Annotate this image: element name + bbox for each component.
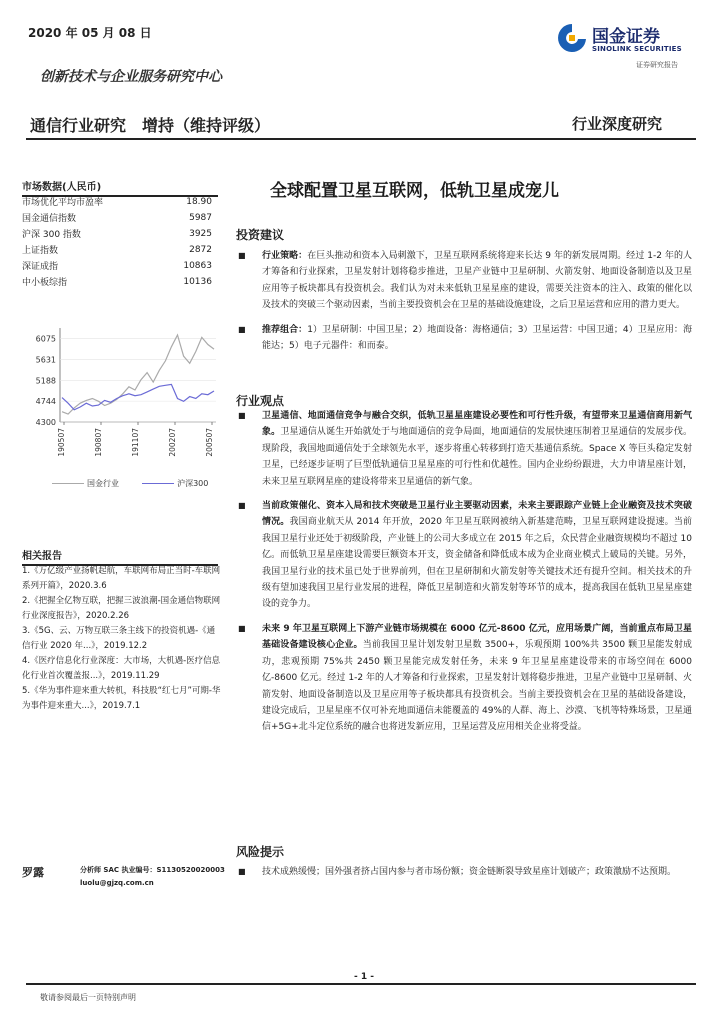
market-data-row: [22, 210, 218, 226]
analyst-info: [80, 864, 225, 890]
view-competition: [236, 408, 692, 490]
series-line-industry: [62, 335, 214, 414]
advice-strategy-head: 行业策略：: [262, 251, 308, 261]
view-drivers-text: 我国商业航天从 2014 年开放，2020 年卫星互联网被纳入新基建范畴，卫星互联网建设提速。当前我国卫星行业还处于初级阶段，产业链上的公司大多成立在 2015 年之后，众民营企业融资规模均不超过 10 亿。而低轨卫星星座建设需要巨额资本开支，资金储备和降低成本成为企业商业模式上破局的关键。另外，我国卫星行业的技术虽已处于世界前列，但在卫星研制和火箭发射等关键技术还有提升空间。相关技术的升级有望加速我国卫星行业发展的进程，降低卫星制造和火箭发射等环节的成本，提高我国在低轨卫星星座建设的竞争力。: [262, 517, 692, 610]
bullet-icon: ■: [238, 411, 246, 420]
analyst-email[interactable]: luolu@gjzq.com.cn: [80, 879, 154, 887]
market-data-value: 18.90: [186, 196, 212, 207]
market-data-label: 市场优化平均市盈率: [22, 198, 104, 208]
related-report-item[interactable]: 4.《医疗信息化行业深度：大市场，大机遇-医疗信息化行业首次覆盖报...》，2019.11.29: [22, 656, 221, 681]
bullet-icon: ■: [238, 251, 246, 260]
market-data-label: 深证成指: [22, 262, 59, 272]
y-tick-label: 4300: [35, 418, 56, 427]
logo-text-en: SINOLINK SECURITIES: [592, 45, 682, 53]
section-title-views: 行业观点: [236, 394, 285, 408]
view-drivers-head: 当前政策催化、资本入局和技术突破是卫星行业主要驱动因素，未来主要跟踪产业链上企业融资及技术突破情况。: [262, 501, 692, 528]
x-tick-label: 200507: [205, 428, 214, 457]
market-data-label: 国金通信指数: [22, 214, 77, 224]
risk-text: 技术成熟缓慢；国外强者挤占国内参与者市场份额；资金链断裂导致星座计划破产；政策激励不达预期。: [262, 867, 677, 877]
logo-subtitle: 证券研究报告: [636, 61, 678, 69]
index-chart: [22, 318, 222, 498]
related-reports-title: 相关报告: [22, 547, 218, 566]
logo-mark-icon: [556, 22, 588, 56]
bullet-icon: ■: [238, 501, 246, 511]
market-data-row: [22, 226, 218, 242]
market-data-table: [22, 194, 218, 290]
analyst-name: 罗露: [22, 866, 44, 879]
y-tick-label: 5631: [35, 355, 56, 365]
advice-portfolio: [236, 322, 692, 355]
report-title: 全球配置卫星互联网，低轨卫星成宠儿: [270, 181, 559, 201]
bullet-icon: ■: [238, 867, 246, 876]
market-data-label: 中小板综指: [22, 278, 68, 288]
x-tick-label: 191107: [131, 428, 140, 457]
index-chart-svg: [22, 318, 222, 478]
market-data-title: 市场数据(人民币): [22, 178, 218, 197]
investment-advice: [236, 248, 692, 362]
legend-label-industry: 国金行业: [87, 479, 119, 488]
legend-swatch-hs300: [142, 483, 174, 484]
footer-divider: [26, 983, 696, 985]
market-data-value: 10863: [183, 260, 212, 271]
x-tick-label: 200207: [168, 428, 177, 457]
view-competition-text: 卫星通信从诞生开始就处于与地面通信的竞争局面，地面通信的发展快速压制着卫星通信的发展步伐。现阶段，我国地面通信处于全球领先水平，逐步将重心转移到打造天基通信系统。Space X 等巨头稳定发射卫星，已经逐步证明了巨型低轨通信卫星星座的可行性和优越性。国内企业纷纷跟进，大力申请星座计划，未来卫星互联网星座的建设将带来卫星通信的新气象。: [262, 427, 692, 487]
market-data-row: [22, 258, 218, 274]
section-title-risk: 风险提示: [236, 845, 285, 859]
company-logo: [556, 20, 696, 64]
report-type: 行业深度研究: [572, 115, 663, 133]
related-report-item[interactable]: 2.《把握全亿物互联，把握三波浪潮-国金通信物联网行业深度报告》，2020.2.26: [22, 596, 221, 621]
related-report-item[interactable]: 1.《万亿级产业扬帆起航，车联网布局正当时-车联网系列开篇》，2020.3.6: [22, 566, 221, 591]
logo-text-cn: 国金证券: [592, 27, 660, 47]
risk-text-item: [236, 864, 692, 880]
legend-label-hs300: 沪深300: [177, 479, 209, 488]
bullet-icon: ■: [238, 623, 246, 633]
series-line-hs300: [62, 384, 214, 409]
risk-warning: [236, 864, 692, 888]
view-competition-head: 卫星通信、地面通信竞争与融合交织，低轨卫星星座建设必要性和可行性升级，有望带来卫星通信商用新气象。: [262, 411, 692, 438]
analyst-sac-number: 分析师 SAC 执业编号：S1130520020003: [80, 866, 225, 874]
bullet-icon: ■: [238, 324, 246, 334]
y-tick-label: 4744: [35, 397, 56, 407]
y-tick-label: 6075: [35, 334, 56, 344]
legend-swatch-industry: [52, 483, 84, 484]
related-reports-list: [22, 564, 222, 714]
industry-rating: 通信行业研究 增持（维持评级）: [30, 116, 271, 135]
report-date: 2020 年 05 月 08 日: [28, 26, 152, 40]
related-report-item[interactable]: 5.《华为事件迎来重大转机，科技股“红七月”可期-华为事件迎来重大...》，2019.7.1: [22, 686, 221, 711]
market-data-value: 10136: [183, 276, 212, 287]
view-market-size-text: 当前我国卫星计划发射卫星数 3500+，乐观预期 100%共 3500 颗卫星能发射成功，悲观预期 75%共 2450 颗卫星能完成发射任务，未来 9 年卫星星座建设带来的市场空间在 6000 亿-8600 亿元。经过 1-2 年的人才筹备和行业探索，卫星发射计划将稳步推进，卫星产业链中卫星研制、火箭发射、地面设备制造以及卫星应用等子板块都具有投资机会。当前主要投资机会在卫星的基础设备建设，建设完成后，卫星星座不仅可补充地面通信未能覆盖的 49%的人群、海上、沙漠、飞机等特殊场景，卫星通信+5G+北斗定位系统的融合也将迸发新应用，卫星运营及应用相关企业将受益。: [262, 640, 692, 733]
market-data-row: [22, 274, 218, 290]
chart-legend: [52, 478, 222, 492]
industry-views: [236, 408, 692, 744]
market-data-value: 3925: [189, 228, 212, 239]
advice-portfolio-head: 推荐组合：: [262, 324, 308, 335]
market-data-value: 2872: [189, 244, 212, 255]
related-report-item[interactable]: 3.《5G、云、万物互联三条主线下的投资机遇-《通信行业 2020 年...》，2019.12.2: [22, 626, 216, 651]
section-title-investment: 投资建议: [236, 228, 285, 242]
market-data-value: 5987: [189, 212, 212, 223]
advice-strategy: [236, 248, 692, 314]
research-center: 创新技术与企业服务研究中心: [40, 69, 222, 85]
view-market-size: [236, 621, 692, 736]
footer-disclaimer: 敬请参阅最后一页特别声明: [40, 993, 136, 1002]
view-market-size-head: 未来 9 年卫星互联网上下游产业链市场规模在 6000 亿元-8600 亿元，应用场景广阔，当前重点布局卫星基础设备建设核心企业。: [262, 623, 692, 651]
market-data-row: [22, 194, 218, 210]
view-drivers: [236, 498, 692, 613]
x-tick-label: 190807: [94, 428, 103, 457]
y-tick-label: 5188: [35, 376, 56, 386]
page-number: - 1 -: [350, 972, 378, 982]
advice-strategy-text: 在巨头推动和资本入局刺激下，卫星互联网系统将迎来长达 9 年的新发展周期。经过 1-2 年的人才筹备和行业探索，卫星发射计划将稳步推进，卫星产业链中卫星研制、火箭发射、地面设备制造以及卫星应用等子板块都具有投资机会。我们认为对未来低轨卫星星座的建设，需要关注资本的注入、政策的催化以及技术的突破三个驱动因素，当前主要投资机会在卫星的基础设施建设，之后卫星运营和应用的潜力更大。: [262, 251, 692, 311]
advice-portfolio-text: 1）卫星研制：中国卫星；2）地面设备：海格通信；3）卫星运营：中国卫通；4）卫星应用：海能达；5）电子元器件：和而泰。: [262, 324, 692, 352]
market-data-label: 上证指数: [22, 246, 59, 256]
x-tick-label: 190507: [57, 428, 66, 457]
market-data-row: [22, 242, 218, 258]
market-data-label: 沪深 300 指数: [22, 230, 81, 240]
